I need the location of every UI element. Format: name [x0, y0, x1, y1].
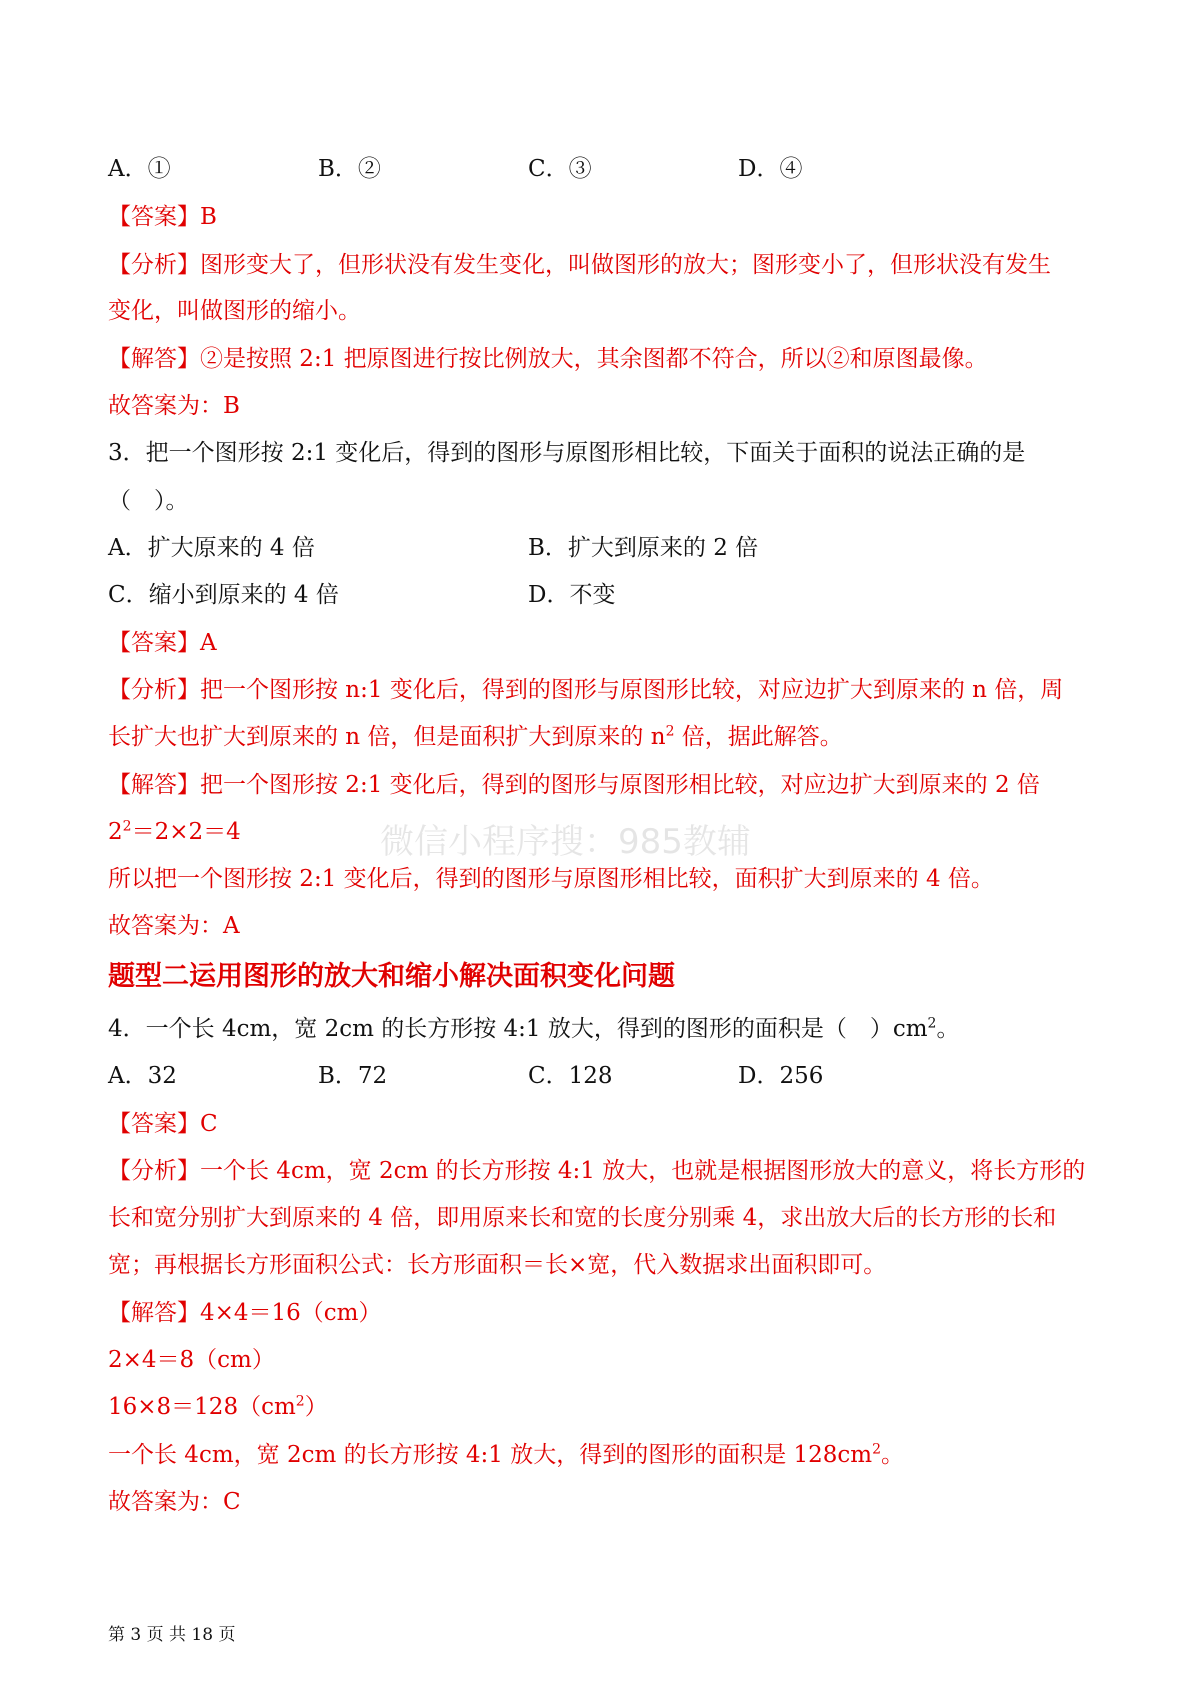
q4-option-c: C．128: [528, 1063, 613, 1089]
q4-analysis-line2: 长和宽分别扩大到原来的 4 倍，即用原来长和宽的长度分别乘 4，求出放大后的长方形的长和: [108, 1205, 1057, 1231]
q4-final-answer: 故答案为：C: [108, 1489, 241, 1515]
q4-stem-exponent: 2: [927, 1015, 937, 1032]
q3-option-c: C．缩小到原来的 4 倍: [108, 582, 339, 608]
q4-analysis-line1: 【分析】一个长 4cm，宽 2cm 的长方形按 4:1 放大，也就是根据图形放大的意义，将长方形的: [108, 1158, 1086, 1184]
q2-answer: 【答案】B: [108, 204, 217, 230]
q2-analysis-line2: 变化，叫做图形的缩小。: [108, 298, 361, 324]
q3-option-d: D．不变: [528, 582, 616, 608]
q4-answer: 【答案】C: [108, 1111, 218, 1137]
q4-option-a: A．32: [108, 1063, 177, 1089]
q3-analysis-line2: [108, 722, 843, 752]
q3-analysis-line2-text: 长扩大也扩大到原来的 n 倍，但是面积扩大到原来的 n: [108, 724, 666, 750]
q4-option-d: D．256: [738, 1063, 824, 1089]
q3-solution-line1: 【解答】把一个图形按 2:1 变化后，得到的图形与原图形相比较，对应边扩大到原来的 2 倍: [108, 772, 1040, 798]
q3-stem-line2: （ ）。: [108, 488, 189, 514]
page-footer: 第 3 页 共 18 页: [108, 1625, 236, 1645]
q4-analysis-line3: 宽；再根据长方形面积公式：长方形面积＝长×宽，代入数据求出面积即可。: [108, 1252, 887, 1278]
q4-stem-text: 4．一个长 4cm，宽 2cm 的长方形按 4:1 放大，得到的图形的面积是（ ）cm: [108, 1016, 928, 1042]
q3-final-answer: 故答案为：A: [108, 913, 240, 939]
q2-final-answer: 故答案为：B: [108, 393, 240, 419]
q3-answer: 【答案】A: [108, 630, 217, 656]
q3-solution-line3: 所以把一个图形按 2:1 变化后，得到的图形与原图形相比较，面积扩大到原来的 4 倍。: [108, 866, 994, 892]
q4-solution-line4: [108, 1440, 904, 1470]
q3-option-a: A．扩大原来的 4 倍: [108, 535, 315, 561]
q2-option-c: C．③: [528, 156, 592, 182]
q4-solution-line3-text: 16×8＝128（cm: [108, 1394, 296, 1420]
q4-solution-line2: 2×4＝8（cm）: [108, 1347, 275, 1373]
q3-analysis-exponent: 2: [665, 723, 675, 740]
q3-solution-equation: ＝2×2＝4: [131, 819, 241, 845]
q2-analysis-line1: 【分析】图形变大了，但形状没有发生变化，叫做图形的放大；图形变小了，但形状没有发生: [108, 252, 1051, 278]
q2-option-b: B．②: [318, 156, 381, 182]
q3-analysis-line2-tail: 倍，据此解答。: [674, 724, 843, 750]
q3-option-b: B．扩大到原来的 2 倍: [528, 535, 759, 561]
q4-solution-line4-exponent: 2: [872, 1441, 882, 1458]
q4-option-b: B．72: [318, 1063, 388, 1089]
q3-solution-base: 2: [108, 819, 123, 845]
section-title: 题型二运用图形的放大和缩小解决面积变化问题: [108, 961, 675, 992]
q4-solution-line3-exponent: 2: [295, 1393, 305, 1410]
q3-solution-exponent: 2: [122, 818, 132, 835]
q4-solution-line3-tail: ）: [304, 1394, 328, 1420]
watermark-text: 微信小程序搜：985教辅: [380, 822, 751, 862]
q3-analysis-line1: 【分析】把一个图形按 n:1 变化后，得到的图形与原图形比较，对应边扩大到原来的 n 倍，周: [108, 677, 1064, 703]
q4-solution-line4-tail: 。: [881, 1442, 905, 1468]
q2-option-d: D．④: [738, 156, 803, 182]
q2-option-a: A．①: [108, 156, 171, 182]
q2-solution: 【解答】②是按照 2:1 把原图进行按比例放大，其余图都不符合，所以②和原图最像。: [108, 346, 988, 372]
q3-solution-line2: [108, 817, 241, 847]
q4-solution-line1: 【解答】4×4＝16（cm）: [108, 1300, 382, 1326]
q4-solution-line4-text: 一个长 4cm，宽 2cm 的长方形按 4:1 放大，得到的图形的面积是 128cm: [108, 1442, 873, 1468]
q3-stem-line1: 3．把一个图形按 2:1 变化后，得到的图形与原图形相比较，下面关于面积的说法正确的是: [108, 440, 1026, 466]
q4-stem: [108, 1014, 959, 1044]
q4-stem-tail: 。: [936, 1016, 960, 1042]
q4-solution-line3: [108, 1392, 328, 1422]
